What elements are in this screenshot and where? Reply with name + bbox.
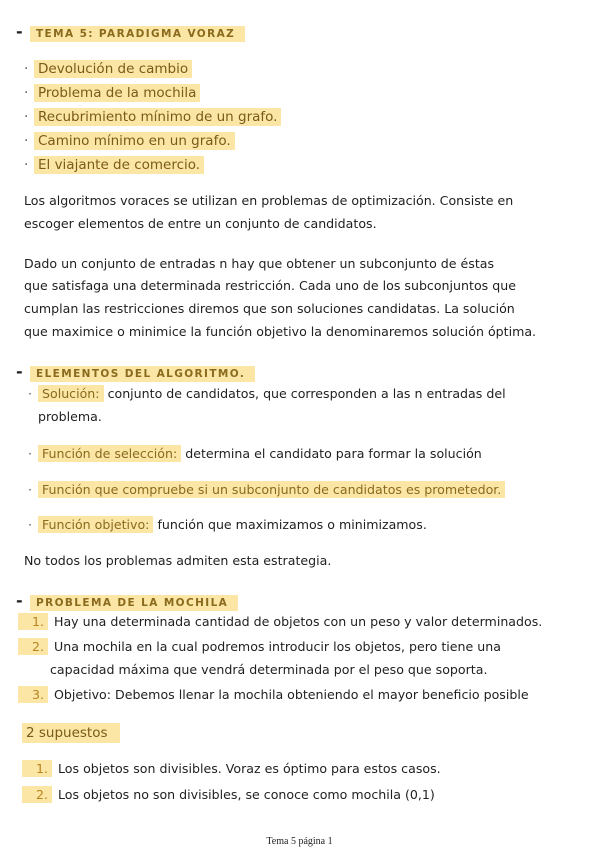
bullet-dot: · xyxy=(28,482,33,497)
element-label: Solución: xyxy=(38,385,104,402)
heading-elementos xyxy=(16,362,255,381)
list-text: Los objetos no son divisibles, se conoce como mochila (0,1) xyxy=(58,787,435,802)
mochila-item-1 xyxy=(18,613,542,630)
mochila-item-2-cont: capacidad máxima que vendrá determinada por el peso que soporta. xyxy=(50,662,488,677)
heading-tema-5 xyxy=(16,22,245,41)
element-solucion-cont: problema. xyxy=(38,409,102,424)
element-solucion xyxy=(28,386,506,401)
bullet-item xyxy=(24,133,235,149)
supuesto-item-2 xyxy=(22,786,435,803)
list-number: 2. xyxy=(18,638,48,655)
element-funcion-seleccion xyxy=(28,446,482,461)
list-text: Objetivo: Debemos llenar la mochila obteniendo el mayor beneficio posible xyxy=(54,687,529,702)
paragraph-line: cumplan las restricciones diremos que son soluciones candidatas. La solución xyxy=(24,301,515,316)
list-number: 3. xyxy=(18,686,48,703)
bullet-text: Camino mínimo en un grafo. xyxy=(34,132,235,150)
bullet-dot: · xyxy=(24,61,29,77)
element-funcion-objetivo xyxy=(28,517,427,532)
heading-mochila-text: PROBLEMA DE LA MOCHILA xyxy=(30,595,238,611)
mochila-item-3 xyxy=(18,686,529,703)
paragraph-line: No todos los problemas admiten esta estrategia. xyxy=(24,553,332,568)
element-label: Función que compruebe si un subconjunto de candidatos es prometedor. xyxy=(38,481,505,498)
heading-tema-5-text: TEMA 5: PARADIGMA VORAZ xyxy=(30,26,245,42)
element-text: conjunto de candidatos, que corresponden a las n entradas del xyxy=(107,386,506,401)
dash-marker: - xyxy=(16,362,23,381)
list-text: Hay una determinada cantidad de objetos con un peso y valor determinados. xyxy=(54,614,543,629)
paragraph-line: Los algoritmos voraces se utilizan en problemas de optimización. Consiste en xyxy=(24,193,514,208)
element-label: Función objetivo: xyxy=(38,516,153,533)
heading-elementos-text: ELEMENTOS DEL ALGORITMO. xyxy=(30,366,255,382)
dash-marker: - xyxy=(16,591,23,610)
element-label: Función de selección: xyxy=(38,445,181,462)
paragraph-line: Dado un conjunto de entradas n hay que obtener un subconjunto de éstas xyxy=(24,256,495,271)
dash-marker: - xyxy=(16,22,23,41)
bullet-dot: · xyxy=(24,109,29,125)
bullet-item xyxy=(24,85,200,101)
bullet-dot: · xyxy=(28,446,33,461)
list-number: 2. xyxy=(22,786,52,803)
list-text: Una mochila en la cual podremos introducir los objetos, pero tiene una xyxy=(54,639,501,654)
bullet-text: Problema de la mochila xyxy=(34,84,200,102)
paragraph-line: que satisfaga una determinada restricción. Cada uno de los subconjuntos que xyxy=(24,278,516,293)
element-funcion-prometedor xyxy=(28,482,505,497)
list-text: Los objetos son divisibles. Voraz es óptimo para estos casos. xyxy=(58,761,441,776)
bullet-item xyxy=(24,61,192,77)
supuestos-title-text: 2 supuestos xyxy=(22,723,120,743)
mochila-item-2 xyxy=(18,638,501,655)
list-number: 1. xyxy=(22,760,52,777)
supuestos-title xyxy=(22,722,120,741)
bullet-item xyxy=(24,109,281,125)
bullet-dot: · xyxy=(28,517,33,532)
bullet-dot: · xyxy=(24,133,29,149)
bullet-dot: · xyxy=(28,386,33,401)
bullet-item xyxy=(24,157,204,173)
element-text: función que maximizamos o minimizamos. xyxy=(157,517,427,532)
element-text: determina el candidato para formar la solución xyxy=(185,446,482,461)
list-number: 1. xyxy=(18,613,48,630)
paragraph-line: que maximice o minimice la función objetivo la denominaremos solución óptima. xyxy=(24,324,537,339)
bullet-dot: · xyxy=(24,85,29,101)
supuesto-item-1 xyxy=(22,760,441,777)
paragraph-line: escoger elementos de entre un conjunto de candidatos. xyxy=(24,216,377,231)
heading-mochila xyxy=(16,591,238,610)
bullet-text: El viajante de comercio. xyxy=(34,156,204,174)
page-footer: Tema 5 página 1 xyxy=(266,836,333,847)
bullet-text: Devolución de cambio xyxy=(34,60,192,78)
bullet-text: Recubrimiento mínimo de un grafo. xyxy=(34,108,281,126)
bullet-dot: · xyxy=(24,157,29,173)
